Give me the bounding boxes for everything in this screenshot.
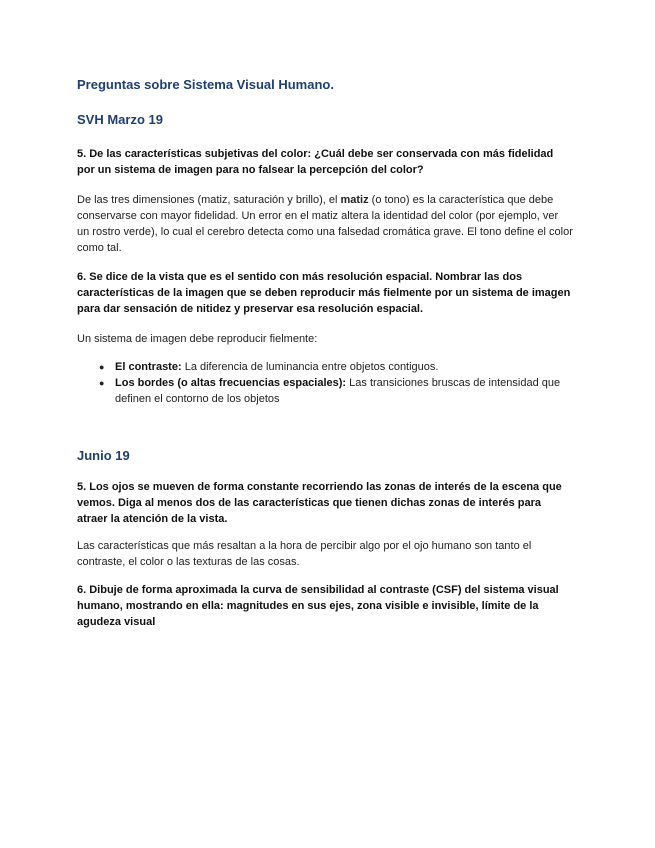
list-item-bold: Los bordes (o altas frecuencias espaciales): <box>115 377 347 389</box>
question-6-junio: 6. Dibuje de forma aproximada la curva de sensibilidad al contraste (CSF) del sistema visual humano, mostrando en ella: magnitudes en sus ejes, zona visible e invisible, límite de la agudeza visual <box>77 584 559 628</box>
list-item-bold: El contraste: <box>115 361 182 373</box>
answer-6-list <box>77 359 573 407</box>
answer-5-junio: Las características que más resaltan a la hora de percibir algo por el ojo humano son tanto el contraste, el color o las texturas de las cosas. <box>77 540 532 568</box>
answer-5-post: (o tono) es la característica que debe conservarse con mayor fidelidad. Un error en el matiz altera la identidad del color (por ejemplo, ver un rostro verde), lo cual el cerebro detecta como una falsedad cromática grave. El tono define el color como tal. <box>77 194 573 254</box>
question-5-marzo: 5. De las características subjetivas del color: ¿Cuál debe ser conservada con más fidelidad por un sistema de imagen para no falsear la percepción del color? <box>77 148 554 176</box>
list-item <box>77 359 573 375</box>
list-item <box>77 375 573 407</box>
section-heading-junio: Junio 19 <box>77 448 130 463</box>
answer-5-pre: De las tres dimensiones (matiz, saturación y brillo), el <box>77 194 341 206</box>
list-item-text: La diferencia de luminancia entre objetos contiguos. <box>181 361 439 373</box>
question-6-marzo: 6. Se dice de la vista que es el sentido con más resolución espacial. Nombrar las dos características de la imagen que se deben reproducir más fielmente por un sistema de imagen para dar sensación de nitidez y preservar esa resolución espacial. <box>77 271 571 315</box>
answer-5-marzo <box>77 192 573 256</box>
bullet-icon: ● <box>99 378 105 388</box>
bullet-icon: ● <box>99 362 105 372</box>
list-item-text: Las transiciones bruscas de intensidad que definen el contorno de los objetos <box>115 377 561 405</box>
answer-6-intro: Un sistema de imagen debe reproducir fielmente: <box>77 333 318 345</box>
question-5-junio: 5. Los ojos se mueven de forma constante recorriendo las zonas de interés de la escena que vemos. Diga al menos dos de las características que tienen dichas zonas de interés para atraer la atención de la vista. <box>77 481 562 525</box>
document-title: Preguntas sobre Sistema Visual Humano. <box>77 77 334 92</box>
section-heading-marzo: SVH Marzo 19 <box>77 112 163 127</box>
answer-5-bold: matiz <box>340 194 369 206</box>
